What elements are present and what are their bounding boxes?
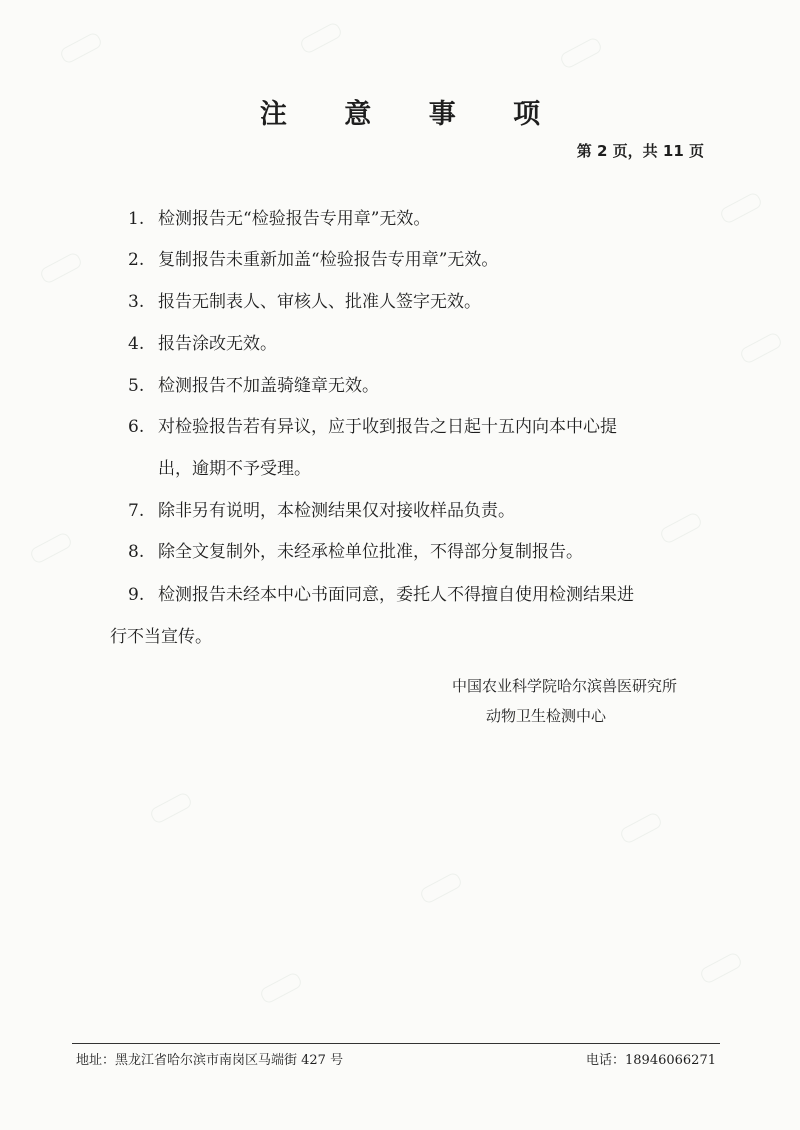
- note-number: 7.: [128, 501, 145, 521]
- note-text: 报告无制表人、审核人、批准人签字无效。: [158, 292, 481, 312]
- note-text: 检测报告无“检验报告专用章”无效。: [158, 209, 431, 229]
- note-number: 1.: [128, 209, 145, 229]
- note-text: 复制报告未重新加盖“检验报告专用章”无效。: [158, 250, 499, 270]
- page-number: 第 2 页，共 11 页: [576, 142, 704, 160]
- note-number: 5.: [128, 376, 145, 396]
- footer-phone: 电话：18946066271: [586, 1053, 716, 1068]
- note-number: 8.: [128, 542, 145, 562]
- note-number: 3.: [128, 292, 145, 312]
- organization-name: 中国农业科学院哈尔滨兽医研究所: [452, 677, 678, 695]
- footer-address: 地址：黑龙江省哈尔滨市南岗区马端街 427 号: [76, 1053, 344, 1068]
- note-number: 4.: [128, 334, 145, 354]
- note-text: 检测报告未经本中心书面同意，委托人不得擅自使用检测结果进: [158, 585, 634, 605]
- note-number: 9.: [128, 585, 145, 605]
- note-number: 6.: [128, 417, 145, 437]
- note-text: 除非另有说明，本检测结果仅对接收样品负责。: [158, 501, 515, 521]
- page-title: 注 意 事 项: [259, 99, 565, 130]
- note-continuation: 出，逾期不予受理。: [158, 459, 311, 479]
- note-text: 检测报告不加盖骑缝章无效。: [158, 376, 379, 396]
- note-continuation: 行不当宣传。: [110, 627, 212, 647]
- organization-department: 动物卫生检测中心: [486, 707, 607, 725]
- note-number: 2.: [128, 250, 145, 270]
- note-text: 除全文复制外，未经承检单位批准，不得部分复制报告。: [158, 542, 583, 562]
- footer-divider: [72, 1043, 720, 1044]
- note-text: 对检验报告若有异议，应于收到报告之日起十五内向本中心提: [158, 417, 617, 437]
- note-text: 报告涂改无效。: [158, 334, 277, 354]
